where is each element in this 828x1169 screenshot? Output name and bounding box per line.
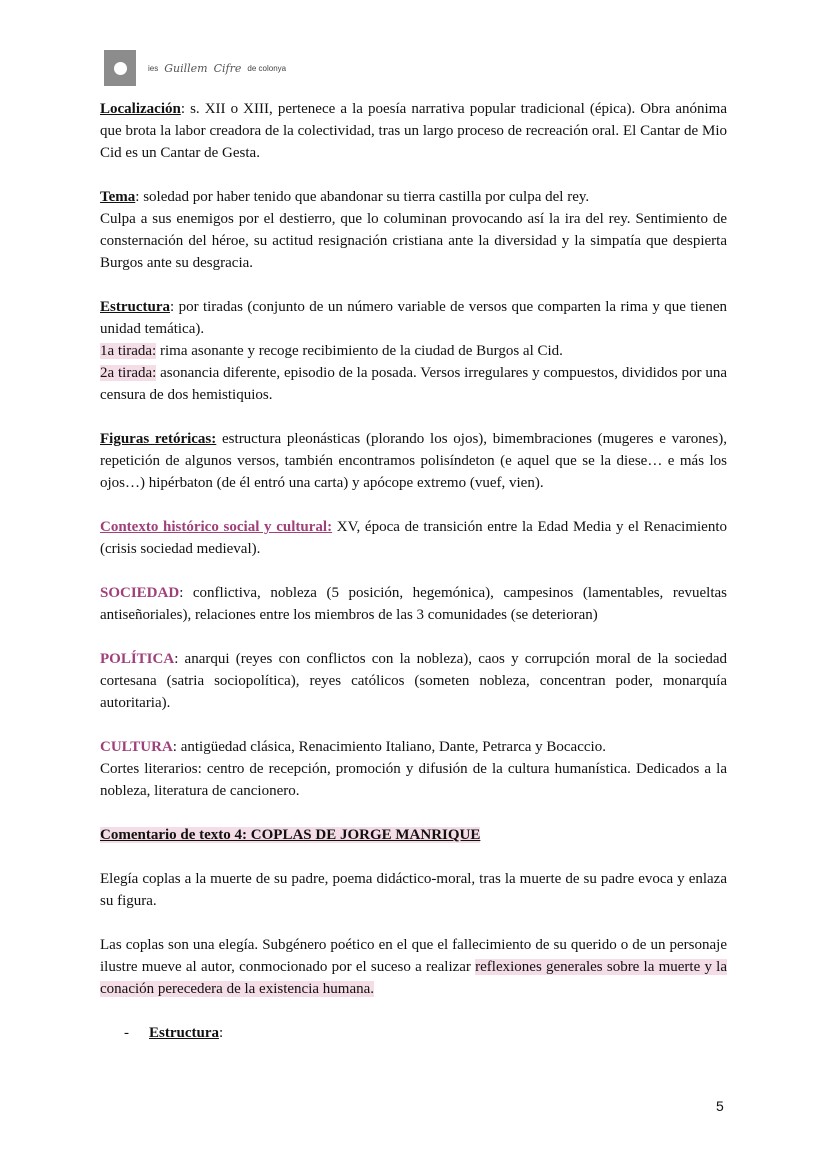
- contexto-paragraph: Contexto histórico social y cultural: XV, época de transición entre la Edad Media y el Renacimiento (crisis sociedad medieval).: [100, 519, 727, 557]
- bullet-dash: -: [124, 1025, 129, 1041]
- list-item-estructura: - Estructura:: [124, 1022, 727, 1044]
- politica-paragraph: POLÍTICA: anarqui (reyes con conflictos con la nobleza), caos y corrupción moral de la sociedad cortesana (satria sociopolítica), reyes católicos (someten nobleza, concentran poder, monarquía autoritaria).: [100, 651, 727, 711]
- tema-paragraph: Tema: soledad por haber tenido que abandonar su tierra castilla por culpa del rey.: [100, 189, 590, 205]
- sociedad-paragraph: SOCIEDAD: conflictiva, nobleza (5 posición, hegemónica), campesinos (lamentables, revueltas antiseñoriales), relaciones entre los miembros de las 3 comunidades (se deterioran): [100, 585, 727, 623]
- cultura-paragraph: CULTURA: antigüedad clásica, Renacimiento Italiano, Dante, Petrarca y Bocaccio.: [100, 739, 606, 755]
- page-number: 5: [716, 1098, 724, 1114]
- tirada-1: 1a tirada: rima asonante y recoge recibimiento de la ciudad de Burgos al Cid.: [100, 343, 563, 359]
- figuras-paragraph: Figuras retóricas: estructura pleonásticas (plorando los ojos), bimembraciones (mugeres e varones), repetición de algunos versos, también encontramos polisíndeton (e aquel que se la diese… e más los ojos…) hipérbaton (de él entró una carta) y apócope extremo (vuef, vien).: [100, 431, 727, 491]
- school-logo: [104, 50, 136, 86]
- localizacion-paragraph: Localización: s. XII o XIII, pertenece a la poesía narrativa popular tradicional (épica). Obra anónima que brota la labor creadora de la colectividad, tras un largo proceso de recreación oral. El Cantar de Mio Cid es un Cantar de Gesta.: [100, 101, 727, 161]
- cultura-paragraph-2: Cortes literarios: centro de recepción, promoción y difusión de la cultura humanística. Dedicados a la nobleza, literatura de cancionero.: [100, 761, 727, 799]
- logo-circle-icon: [114, 62, 127, 75]
- tema-paragraph-2: Culpa a sus enemigos por el destierro, que lo columinan provocando así la ira del rey. Sentimiento de consternación del héroe, su actitud resignación cristiana ante la diversidad y la simpatía que despierta Burgos ante su desgracia.: [100, 211, 727, 271]
- page-header: [104, 50, 286, 86]
- estructura-paragraph: Estructura: por tiradas (conjunto de un número variable de versos que comparten la rima y que tienen unidad temática).: [100, 299, 727, 337]
- comentario-paragraph-2: Las coplas son una elegía. Subgénero poético en el que el fallecimiento de su querido o de un personaje ilustre mueve al autor, conmocionado por el suceso a realizar reflexiones generales sobre la muerte y la conación perecedera de la existencia humana.: [100, 937, 727, 997]
- comentario-paragraph-1: Elegía coplas a la muerte de su padre, poema didáctico-moral, tras la muerte de su padre evoca y enlaza su figura.: [100, 871, 727, 909]
- school-name: ies Guillem Cifre de colonya: [148, 61, 287, 75]
- tirada-2: 2a tirada: asonancia diferente, episodio de la posada. Versos irregulares y compuestos, divididos por una censura de dos hemistiquios.: [100, 365, 727, 403]
- document-body: [100, 98, 727, 1044]
- comentario-heading: Comentario de texto 4: COPLAS DE JORGE MANRIQUE: [100, 827, 481, 843]
